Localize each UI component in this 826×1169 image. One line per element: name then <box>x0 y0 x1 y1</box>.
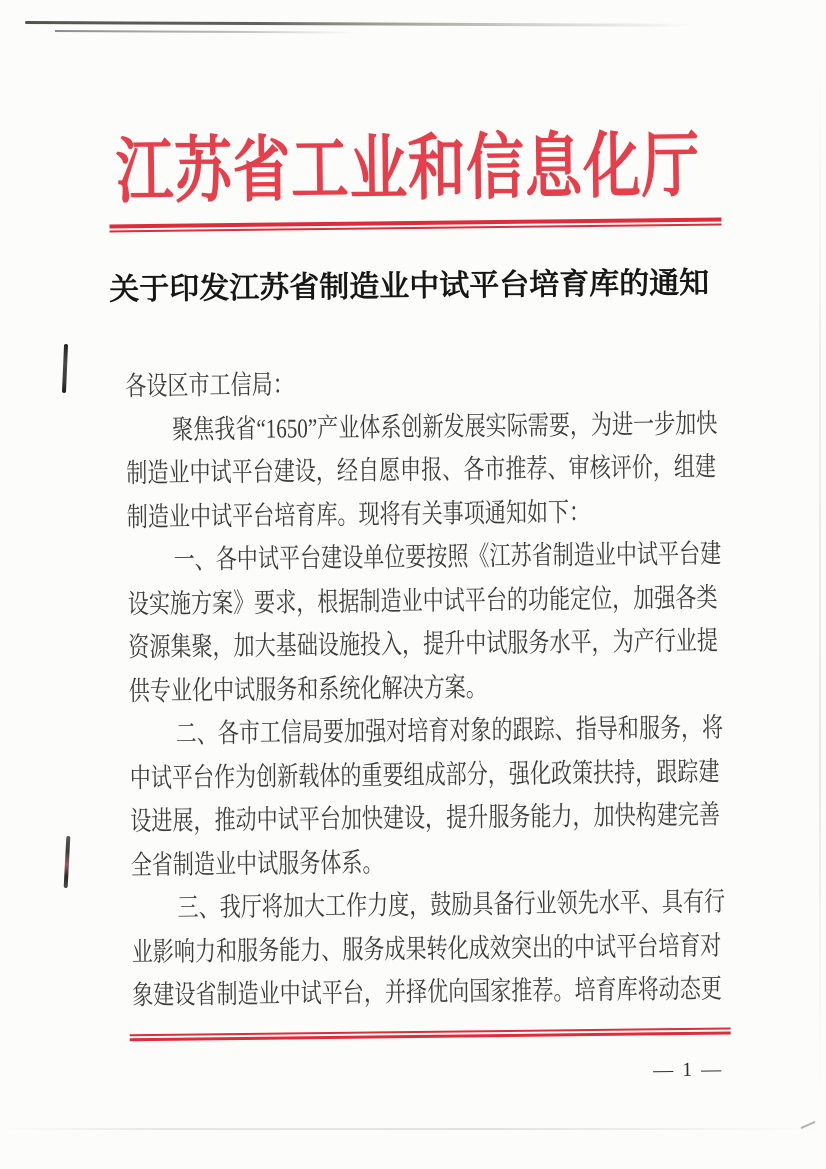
body-line: 三、我厅将加大工作力度，鼓励具备行业领先水平、具有行 <box>177 886 726 923</box>
agency-header-title: 江苏省工业和信息化厅 <box>115 125 701 213</box>
body-line: 制造业中试平台培育库。现将有关事项通知如下： <box>126 496 591 532</box>
page-number: — 1 — <box>652 1058 724 1082</box>
body-line: 业影响力和服务能力、服务成果转化成效突出的中试平台培育对 <box>131 930 722 967</box>
salutation: 各设区市工信局： <box>125 369 294 402</box>
body-line: 设进展，推动中试平台加快建设，提升服务能力，加快构建完善 <box>130 799 721 837</box>
footer-red-separator <box>130 1027 731 1041</box>
body-line: 全省制造业中试服务体系。 <box>130 846 384 880</box>
body-line: 制造业中试平台建设，经自愿申报、各市推荐、审核评价，组建 <box>126 451 717 489</box>
body-lines <box>126 402 773 1018</box>
body-line: 一、各中试平台建设单位要按照《江苏省制造业中试平台建 <box>173 538 722 575</box>
body-line: 资源集聚，加大基础设施投入，提升中试服务水平，为产行业提 <box>128 625 719 663</box>
body-line: 中试平台作为创新载体的重要组成部分，强化政策扶持，跟踪建 <box>129 756 720 793</box>
document-title: 关于印发江苏省制造业中试平台培育库的通知 <box>109 266 710 307</box>
body-line: 供专业化中试服务和系统化解决方案。 <box>128 671 487 706</box>
header-red-separator <box>109 217 721 232</box>
body-line: 二、各市工信局要加强对培育对象的跟踪、指导和服务，将 <box>175 712 724 749</box>
body-line: 象建设省制造业中试平台，并择优向国家推荐。培育库将动态更 <box>132 973 723 1011</box>
body-line: 聚焦我省“1650”产业体系创新发展实际需要，为进一步加快 <box>171 408 718 445</box>
document-body <box>125 358 772 1018</box>
body-line: 设实施方案》要求，根据制造业中试平台的功能定位，加强各类 <box>127 582 718 619</box>
